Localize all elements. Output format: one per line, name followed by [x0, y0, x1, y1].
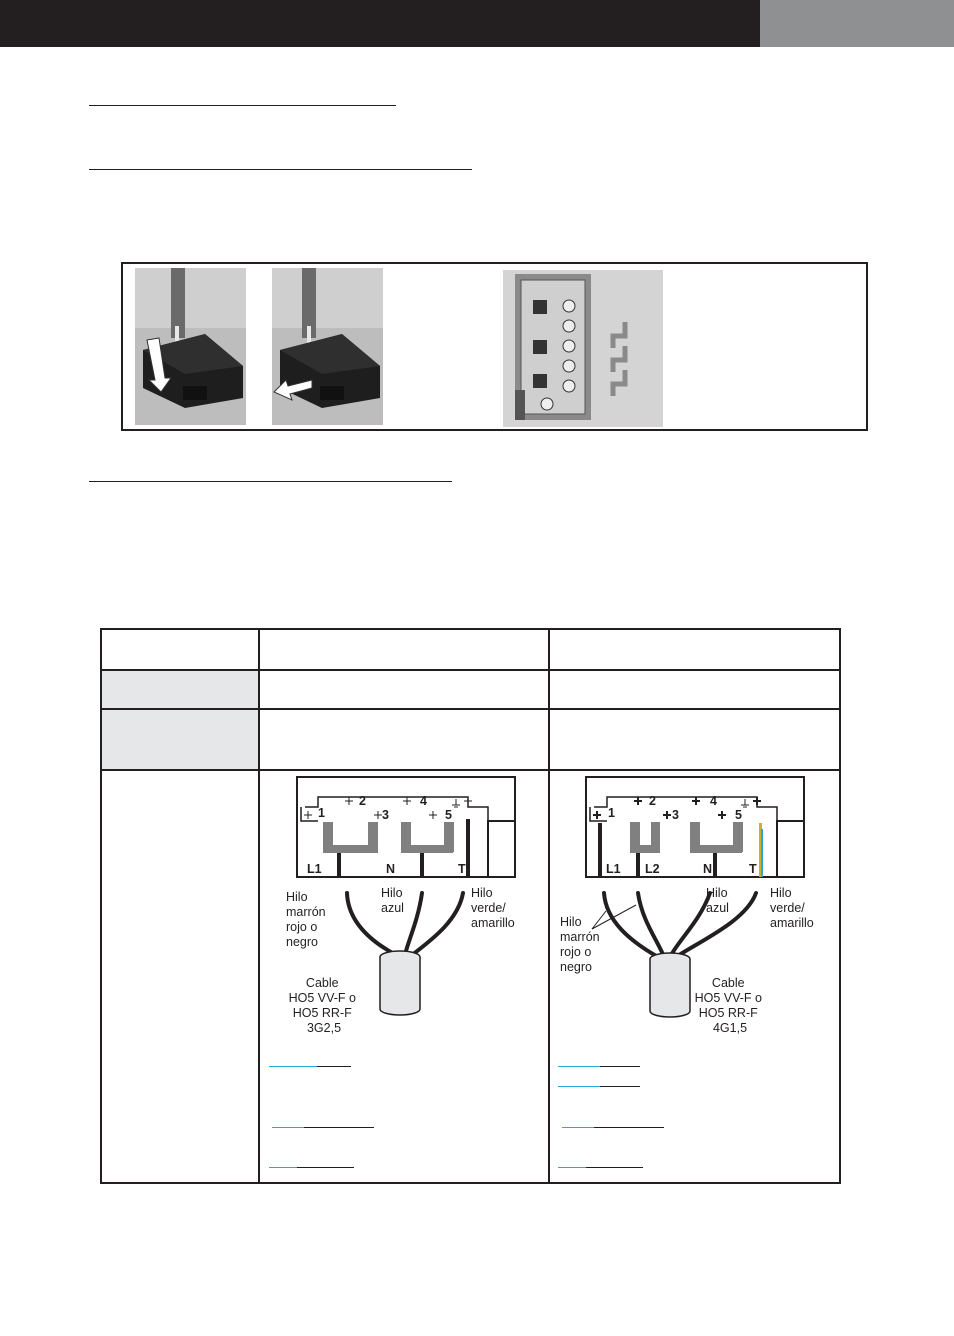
plus-icon [753, 797, 761, 805]
table-header-cell-1 [101, 629, 259, 670]
line-label-l1: L1 [606, 862, 621, 876]
plus-icon [634, 797, 642, 805]
single-phase-wire-label-3: Hilo verde/ amarillo [471, 886, 515, 930]
terminal-5: 5 [735, 808, 742, 822]
wiring-diagram-single-phase-cell [259, 770, 549, 1183]
ground-icon [452, 799, 460, 807]
two-phase-cable-label: Cable HO5 VV-F o HO5 RR-F 4G1,5 [694, 976, 762, 1035]
line-label-l1: L1 [307, 862, 322, 876]
line-label-n: N [386, 862, 396, 876]
wiring-diagram-two-phase-cell [549, 770, 840, 1183]
terminal-5: 5 [445, 808, 452, 822]
terminal-4: 4 [420, 794, 427, 808]
terminal-3: 3 [382, 808, 389, 822]
terminal-2: 2 [359, 794, 366, 808]
terminal-1: 1 [318, 806, 325, 820]
pointer-arrow [592, 911, 606, 929]
plus-icon [663, 811, 671, 819]
table-header-row [101, 629, 840, 670]
plus-icon [593, 811, 601, 819]
table-header-cell-2 [259, 629, 549, 670]
plus-icon [304, 811, 312, 819]
table-row-1-cell-2 [259, 670, 549, 709]
header-bar-gray [760, 0, 954, 47]
header-bar-dark [0, 0, 760, 47]
plus-icon [374, 811, 382, 819]
plus-icon [403, 797, 411, 805]
line-label-t: T [458, 862, 466, 876]
photo-open-cover-side [272, 268, 383, 425]
plus-icon [718, 811, 726, 819]
single-phase-cable-label: Cable HO5 VV-F o HO5 RR-F 3G2,5 [288, 976, 356, 1035]
heading-underline-1 [89, 105, 396, 106]
table-row-2 [101, 709, 840, 770]
line-label-l2: L2 [645, 862, 660, 876]
plus-icon [692, 797, 700, 805]
table-row-2-cell-3 [549, 709, 840, 770]
plus-icon [345, 797, 353, 805]
table-header-cell-3 [549, 629, 840, 670]
heading-underline-2 [89, 169, 472, 170]
photo-open-cover-down [135, 268, 246, 425]
table-row-3-label [101, 770, 259, 1183]
terminal-1: 1 [608, 806, 615, 820]
plus-icon [429, 811, 437, 819]
wiring-diagram-two-phase [550, 771, 837, 1071]
photo-terminal-block-bridges [503, 270, 663, 427]
single-phase-wire-label-1: Hilo marrón rojo o negro [286, 890, 326, 949]
heading-underline-3 [89, 481, 452, 482]
single-phase-wire-label-2: Hilo azul [381, 886, 404, 915]
table-row-1-cell-3 [549, 670, 840, 709]
wiring-diagram-single-phase [260, 771, 546, 1071]
table-row-3 [101, 770, 840, 1183]
table-row-2-label [101, 709, 259, 770]
table-row-1 [101, 670, 840, 709]
ground-icon [741, 799, 749, 807]
connection-table [100, 628, 841, 1184]
pointer-arrow [592, 905, 636, 929]
terminal-4: 4 [710, 794, 717, 808]
two-phase-wire-label-3: Hilo verde/ amarillo [770, 886, 814, 930]
table-row-2-cell-2 [259, 709, 549, 770]
plus-icon [464, 797, 472, 805]
line-label-t: T [749, 862, 757, 876]
table-row-1-label [101, 670, 259, 709]
terminal-3: 3 [672, 808, 679, 822]
two-phase-wire-label-2: Hilo azul [706, 886, 729, 915]
two-phase-wire-label-1: Hilo marrón rojo o negro [560, 915, 600, 974]
line-label-n: N [703, 862, 713, 876]
header-bar [0, 0, 954, 47]
terminal-2: 2 [649, 794, 656, 808]
